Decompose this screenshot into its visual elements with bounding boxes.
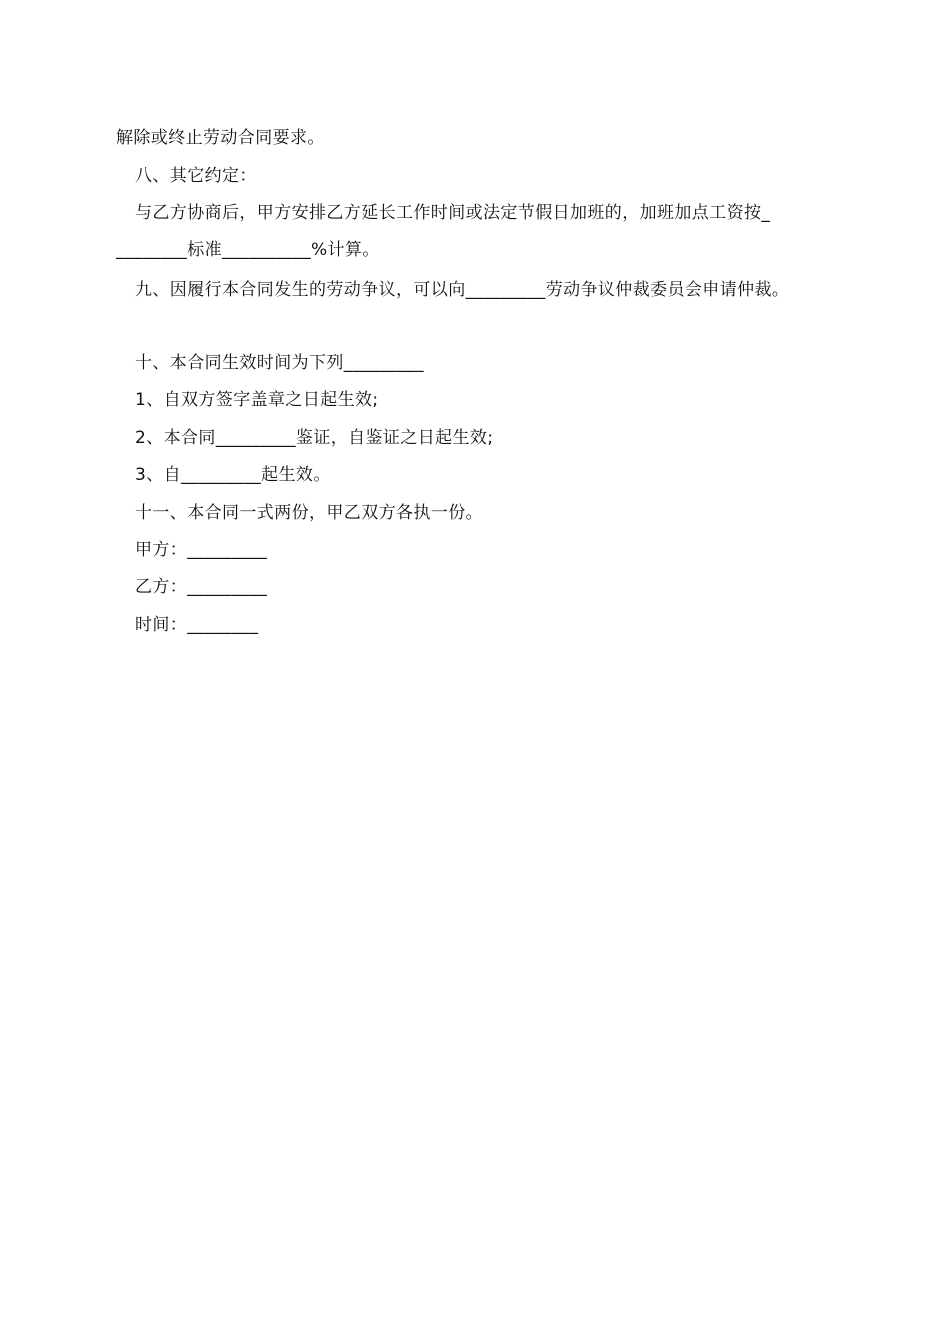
text-line-termination: 解除或终止劳动合同要求。: [116, 128, 325, 148]
heading-other-agreements: 八、其它约定：: [135, 166, 257, 186]
heading-effective-time: 十、本合同生效时间为下列_________: [135, 353, 424, 373]
signature-date: 时间：________: [135, 615, 259, 635]
list-item-effective-3: 3、自_________起生效。: [135, 465, 331, 485]
text-line-dispute-arbitration: 九、因履行本合同发生的劳动争议，可以向_________劳动争议仲裁委员会申请仲裁。: [135, 280, 790, 300]
list-item-effective-2: 2、本合同_________鉴证，自鉴证之日起生效;: [135, 428, 494, 448]
text-line-overtime: 与乙方协商后，甲方安排乙方延长工作时间或法定节假日加班的，加班加点工资按_: [135, 203, 771, 223]
heading-copies: 十一、本合同一式两份，甲乙双方各执一份。: [135, 503, 483, 523]
signature-party-a: 甲方：_________: [135, 540, 268, 560]
text-line-overtime-standard: ________标准__________%计算。: [116, 240, 380, 260]
list-item-effective-1: 1、自双方签字盖章之日起生效;: [135, 390, 379, 410]
signature-party-b: 乙方：_________: [135, 577, 268, 597]
